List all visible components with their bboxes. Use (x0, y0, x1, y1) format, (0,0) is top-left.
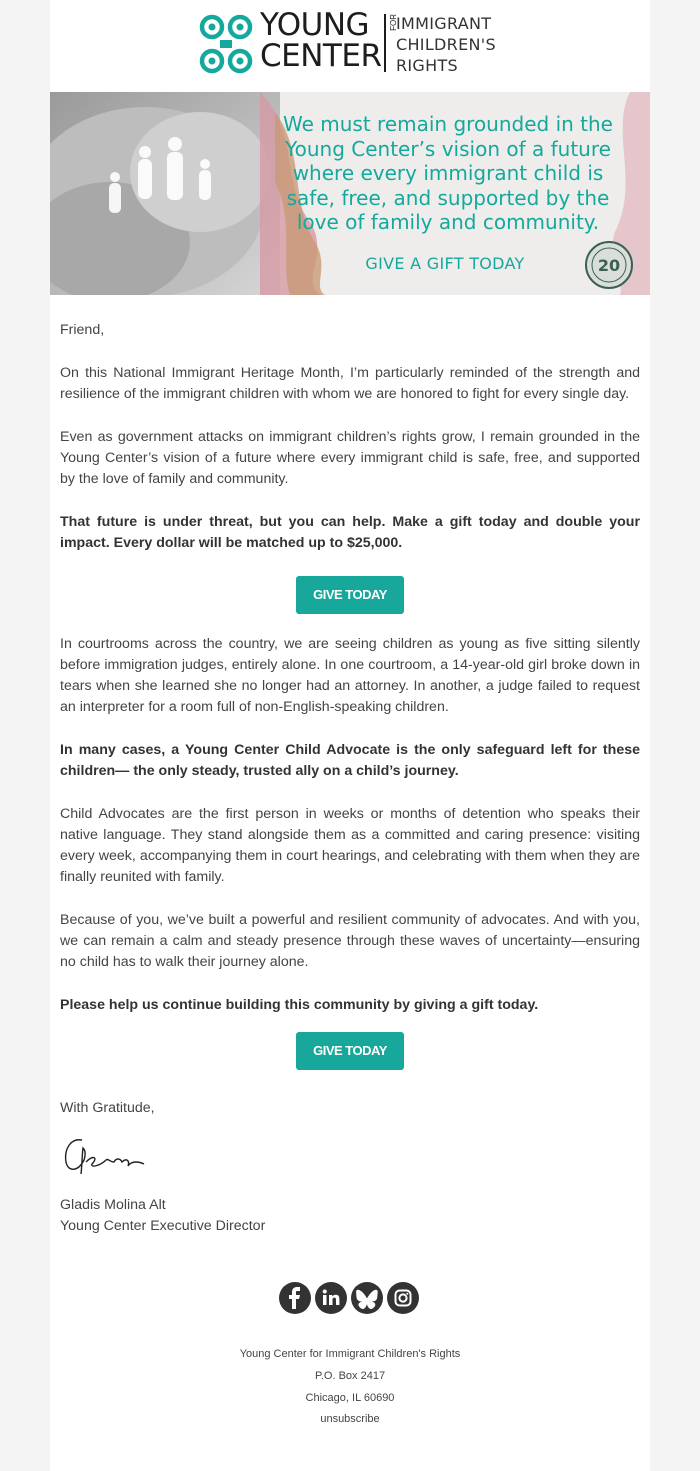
footer-po-box: P.O. Box 2417 (314, 1370, 386, 1382)
paragraph-2: Even as government attacks on immigrant children’s rights grow, I remain grounded in the Young Center’s vision of a future where every immigrant child is safe, free, and supported by the love of family and community. (60, 429, 640, 487)
unsubscribe-link[interactable]: unsubscribe (320, 1413, 380, 1425)
email-body (60, 320, 640, 554)
paragraph-1: On this National Immigrant Heritage Month, I’m particularly reminded of the strength and resilience of the immigrant children with whom we are honored to fight for every single day. (60, 365, 640, 402)
greeting: Friend, (60, 322, 105, 338)
closing-block (60, 1098, 640, 1119)
signature (60, 1132, 150, 1178)
logo-subtitle: IMMIGRANT CHILDREN'S RIGHTS (396, 14, 496, 75)
young-center-logo[interactable] (198, 7, 508, 78)
social-icons (279, 1282, 421, 1314)
paragraph-7: Because of you, we’ve built a powerful and resilient community of advocates. And with you, we can remain a calm and steady presence through these waves of uncertainty—ensuring no child has to walk their journey alone. (60, 912, 640, 970)
linkedin-icon[interactable] (315, 1282, 347, 1314)
paragraph-5-bold: In many cases, a Young Center Child Advocate is the only safeguard left for these children— the only steady, trusted ally on a child’s journey. (60, 742, 640, 779)
email-body-2 (60, 634, 640, 1016)
badge-number: 20 (597, 256, 621, 275)
footer-org: Young Center for Immigrant Children's Rights (239, 1348, 461, 1360)
paragraph-8-bold: Please help us continue building this community by giving a gift today. (60, 997, 539, 1013)
logo-for-text: FOR (389, 14, 398, 31)
email-card (50, 0, 650, 1471)
footer-city: Chicago, IL 60690 (305, 1392, 395, 1404)
paragraph-4: In courtrooms across the country, we are seeing children as young as five sitting silently before immigration judges, entirely alone. In one courtroom, a 14-year-old girl broke down in tears when she learned she no longer had an attorney. In another, a judge failed to request an interpreter for a room full of non-English-speaking children. (60, 636, 640, 715)
paragraph-6: Child Advocates are the first person in weeks or months of detention who speaks their native language. They stand alongside them as a committed and caring presence: visiting every week, accompanying them in court hearings, and celebrating with them when they are finally reunited with family. (60, 806, 640, 885)
bluesky-icon[interactable] (351, 1282, 383, 1314)
paragraph-3-bold: That future is under threat, but you can help. Make a gift today and double your impact. Every dollar will be matched up to $25,000. (60, 514, 640, 551)
give-today-button-1[interactable]: GIVE TODAY (296, 576, 404, 614)
hero-headline: We must remain grounded in the Young Center’s vision of a future where every immigrant child is safe, free, and supported by the love of family and community. (283, 112, 613, 234)
closing-text: With Gratitude, (60, 1100, 155, 1116)
instagram-icon[interactable] (387, 1282, 419, 1314)
give-today-button-2[interactable]: GIVE TODAY (296, 1032, 404, 1070)
signatory-title: Young Center Executive Director (60, 1218, 266, 1234)
hero-give-gift-link[interactable]: GIVE A GIFT TODAY (365, 254, 525, 273)
facebook-icon[interactable] (279, 1282, 311, 1314)
logo-wordmark: YOUNG CENTER (260, 7, 382, 74)
anniversary-badge-icon (585, 241, 633, 289)
logo-divider (384, 14, 386, 72)
signatory-name: Gladis Molina Alt (60, 1197, 166, 1213)
spiral-logo-icon (198, 12, 254, 76)
signatory-block (60, 1195, 640, 1237)
hero-banner[interactable] (50, 92, 650, 295)
signature-text (60, 1132, 63, 1133)
